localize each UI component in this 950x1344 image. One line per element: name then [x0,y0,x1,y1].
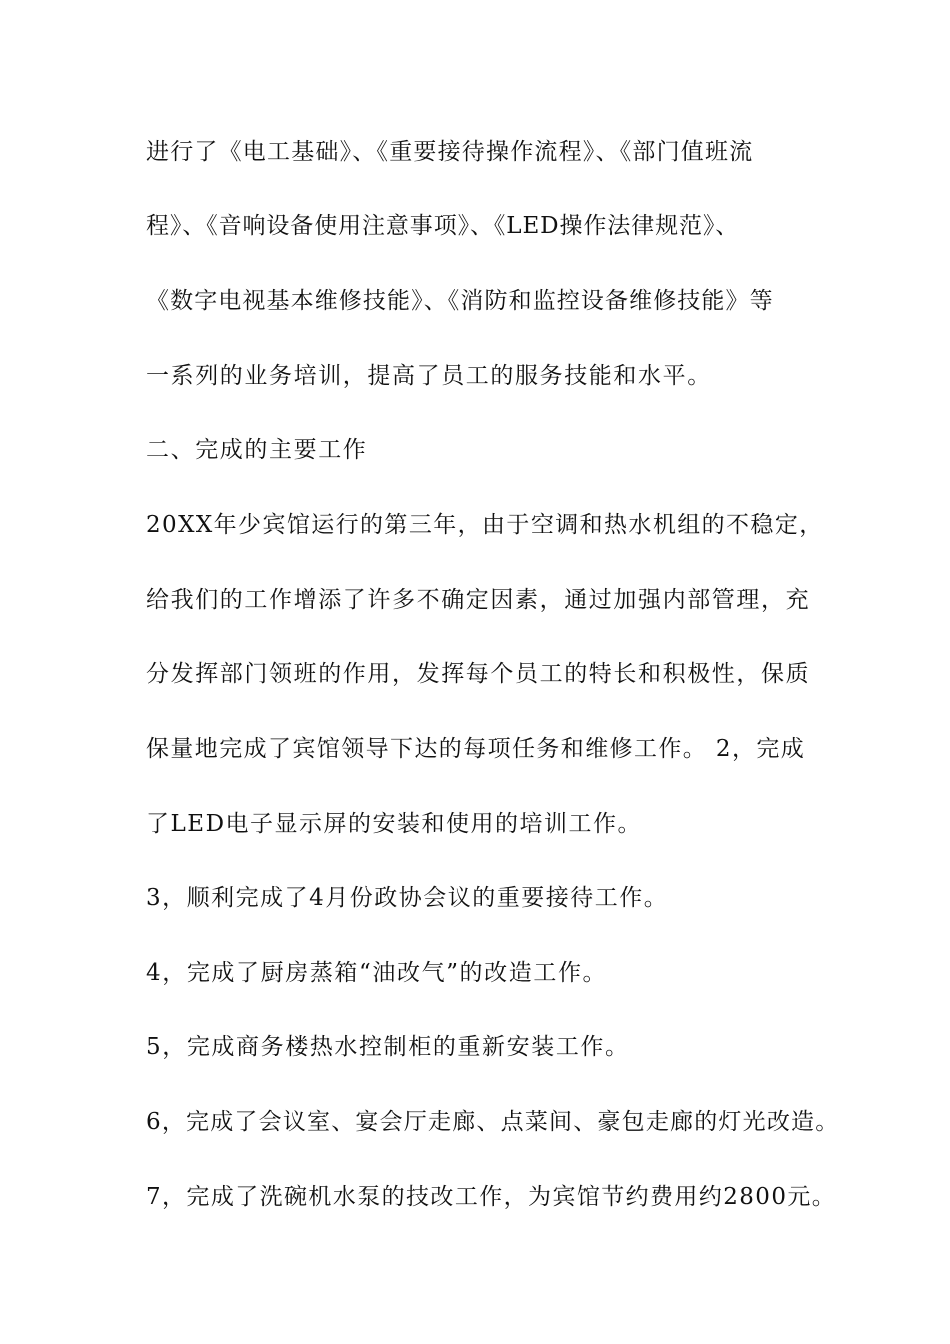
paragraph-line: 给我们的工作增添了许多不确定因素，通过加强内部管理，充 [146,587,811,613]
paragraph-line: 《数字电视基本维修技能》、《消防和监控设备维修技能》等 [146,288,774,314]
paragraph-line: 保量地完成了宾馆领导下达的每项任务和维修工作。 2，完成 [146,736,806,762]
list-item: 3，顺利完成了4月份政协会议的重要接待工作。 [146,885,669,911]
paragraph-line: 了LED电子显示屏的安装和使用的培训工作。 [146,811,643,837]
paragraph-line: 程》、《音响设备使用注意事项》、《LED操作法律规范》、 [146,213,740,239]
paragraph-line: 20XX年少宾馆运行的第三年，由于空调和热水机组的不稳定， [146,512,824,538]
paragraph-line: 一系列的业务培训，提高了员工的服务技能和水平。 [146,363,712,389]
list-item: 4，完成了厨房蒸箱“油改气”的改造工作。 [146,960,608,986]
list-item: 5，完成商务楼热水控制柜的重新安装工作。 [146,1034,630,1060]
paragraph-line: 分发挥部门领班的作用，发挥每个员工的特长和积极性，保质 [146,661,811,687]
paragraph-line: 进行了《电工基础》、《重要接待操作流程》、《部门值班流 [146,139,754,165]
list-item: 6，完成了会议室、宴会厅走廊、点菜间、豪包走廊的灯光改造。 [146,1109,840,1135]
list-item: 7，完成了洗碗机水泵的技改工作，为宾馆节约费用约2800元。 [146,1184,837,1210]
section-heading: 二、完成的主要工作 [146,437,368,463]
